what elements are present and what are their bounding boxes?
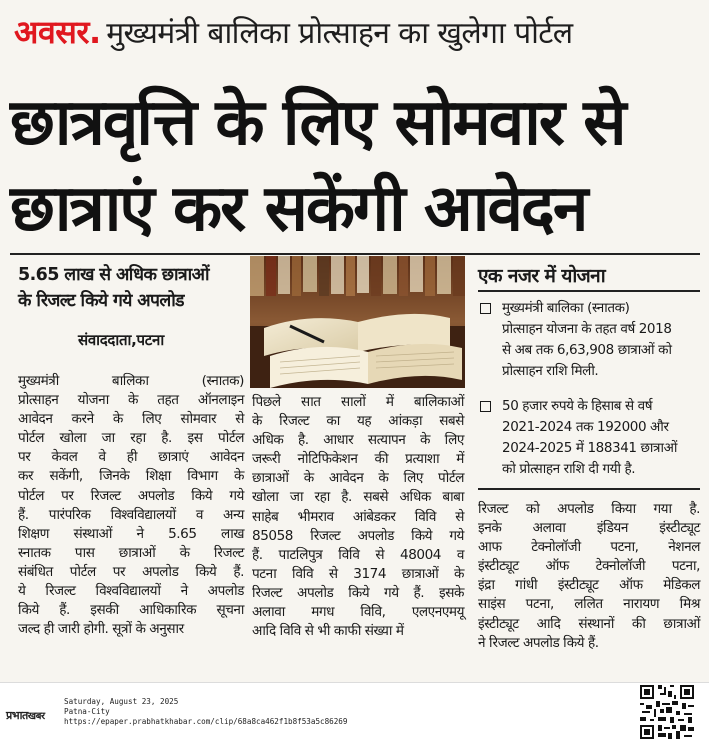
headline <box>10 80 702 252</box>
books-photo <box>250 256 465 388</box>
subheadline-line-2: के रिजल्ट किये गये अपलोड <box>18 291 184 311</box>
column-line: अधिक है. आधार सत्यापन के लिए <box>252 432 464 449</box>
column-line: रिजल्ट को अपलोड किया गया है. <box>478 501 700 517</box>
column-line: संबंधित पोर्टल पर अपलोड किये हैं. <box>18 563 244 580</box>
article-column-1 <box>18 372 244 639</box>
kicker-text: मुख्यमंत्री बालिका प्रोत्साहन का खुलेगा पोर्टल <box>106 16 573 51</box>
column-line: इंद्रा गांधी इंस्टीट्यूट ऑफ मेडिकल <box>478 577 700 594</box>
checkbox-bullet-icon <box>480 401 491 412</box>
logo-text-2: खबर <box>27 711 45 722</box>
column-line: छात्राओं के आवेदन के लिए पोर्टल <box>252 470 464 487</box>
subheadline-line-1: 5.65 लाख से अधिक छात्राओं <box>18 265 209 285</box>
column-line: के रिजल्ट का यह आंकड़ा सबसे <box>252 413 464 430</box>
subheadline <box>18 262 243 314</box>
clip-meta <box>64 697 347 727</box>
logo-text-1: प्रभात <box>6 709 28 722</box>
clip-date: Saturday, August 23, 2025 <box>64 697 179 706</box>
qr-code-icon[interactable] <box>636 683 698 741</box>
box-item-line: 2021-2024 तक 192000 और <box>502 419 669 435</box>
kicker-label: अवसर <box>14 13 89 51</box>
kicker-separator: . <box>88 13 102 51</box>
column-line: हैं. पाटलिपुत्र विवि से 48004 व <box>252 546 464 563</box>
box-item-line: को प्रोत्साहन राशि दी गयी है. <box>502 461 636 477</box>
clip-edition: Patna-City <box>64 707 110 716</box>
column-line: इंस्टीट्यूट ऑफ टेक्नोलॉजी पटना, <box>478 558 700 575</box>
column-line: पोर्टल पर रिजल्ट अपलोड किये गये <box>18 487 244 504</box>
column-line: हैं. पारंपरिक विश्वविद्यालयों व अन्य <box>18 506 244 523</box>
box-title: एक नजर में योजना <box>478 265 606 287</box>
box-item-line: से अब तक 6,63,908 छात्राओं को <box>502 342 672 358</box>
column-line: प्रोत्साहन योजना के तहत ऑनलाइन <box>18 392 244 409</box>
column-line: साइंस पटना, ललित नारायण मिश्र <box>478 596 700 613</box>
column-line: ये रिजल्ट विश्वविद्यालयों ने अपलोड <box>18 583 244 600</box>
column-line: इनके अलावा इंडियन इंस्टीट्यूट <box>478 520 700 537</box>
column-line: स्नातक पास छात्राओं के रिजल्ट <box>18 544 244 561</box>
column-line: जरूरी नोटिफिकेशन की प्रत्याशा में <box>252 451 464 468</box>
box-item-line: प्रोत्साहन राशि मिली. <box>502 363 599 379</box>
prabhat-khabar-logo <box>6 708 45 723</box>
box-bottom-divider <box>478 488 700 490</box>
box-item <box>478 396 702 480</box>
column-line: पिछले सात सालों में बालिकाओं <box>252 394 464 410</box>
article-column-2 <box>252 393 464 641</box>
footer <box>0 682 709 742</box>
column-line: शिक्षण संस्थाओं ने 5.65 लाख <box>18 525 244 542</box>
column-line: पर केवल वे ही छात्राएं आवेदन <box>18 449 244 466</box>
column-line: पोर्टल खोला जा रहा है. इस पोर्टल <box>18 430 244 447</box>
article-column-3 <box>478 500 700 653</box>
column-line: जल्द ही जारी होगी. सूत्रों के अनुसार <box>18 621 184 638</box>
divider <box>10 253 700 255</box>
box-item <box>478 298 702 382</box>
headline-line-2: छात्राएं कर सकेंगी आवेदन <box>10 172 587 246</box>
column-line: आदि विवि से भी काफी संख्या में <box>252 623 404 640</box>
box-item-line: 50 हजार रुपये के हिसाब से वर्ष <box>502 398 653 414</box>
column-line: अलावा मगध विवि, एलएनएमयू <box>252 604 464 621</box>
column-line: 85058 रिजल्ट अपलोड किये गये <box>252 527 464 544</box>
column-line: कर सकेंगी, जिनके शिक्षा विभाग के <box>18 468 244 485</box>
column-line: पटना विवि से 3174 छात्राओं के <box>252 565 464 582</box>
column-line: मुख्यमंत्री बालिका (स्नातक) <box>18 373 244 389</box>
box-item-line: प्रोत्साहन योजना के तहत वर्ष 2018 <box>502 321 672 337</box>
box-divider <box>478 290 700 292</box>
column-line: इंस्टीट्यूट आदि संस्थानों की छात्राओं <box>478 615 700 632</box>
column-line: ने रिजल्ट अपलोड किये हैं. <box>478 634 599 651</box>
byline: संवाददाता,पटना <box>78 331 164 349</box>
checkbox-bullet-icon <box>480 303 491 314</box>
column-line: साहेब भीमराव आंबेडकर विवि से <box>252 508 464 525</box>
clip-url[interactable]: https://epaper.prabhatkhabar.com/clip/68a8ca462f1b8f53a5c86269 <box>64 717 348 726</box>
column-line: आवेदन करने के लिए सोमवार से <box>18 411 244 428</box>
headline-line-1: छात्रवृत्ति के लिए सोमवार से <box>10 86 625 160</box>
kicker <box>14 10 698 62</box>
column-line: आफ टेक्नोलॉजी पटना, नेशनल <box>478 539 700 556</box>
box-item-line: 2024-2025 में 188341 छात्राओं <box>502 440 677 456</box>
column-line: रिजल्ट अपलोड किये गये हैं. इसके <box>252 584 464 601</box>
column-line: खोला जा रहा है. सबसे अधिक बाबा <box>252 489 464 506</box>
box-item-line: मुख्यमंत्री बालिका (स्नातक) <box>502 300 630 316</box>
column-line: किये हैं. इसकी आधिकारिक सूचना <box>18 602 244 619</box>
